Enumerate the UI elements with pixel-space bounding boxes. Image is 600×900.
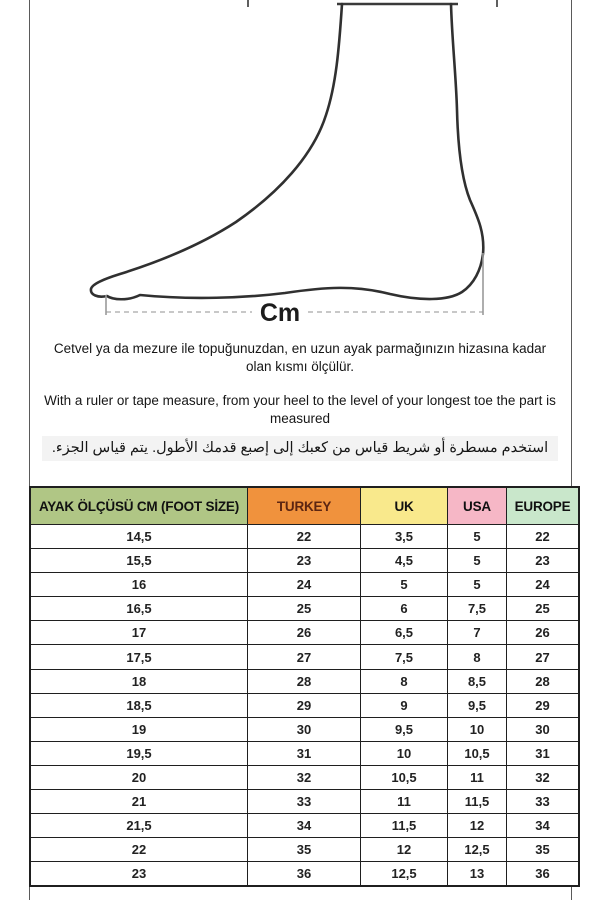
table-cell: 33 <box>248 790 361 814</box>
table-cell: 5 <box>448 573 507 597</box>
size-table-header-row <box>30 487 579 525</box>
table-cell: 16,5 <box>30 597 248 621</box>
table-cell: 22 <box>30 838 248 862</box>
table-cell: 11,5 <box>361 814 448 838</box>
table-row <box>30 790 579 814</box>
table-cell: 24 <box>248 573 361 597</box>
table-row <box>30 838 579 862</box>
table-cell: 12 <box>448 814 507 838</box>
table-cell: 23 <box>30 862 248 887</box>
table-row <box>30 814 579 838</box>
table-row <box>30 621 579 645</box>
header-cell-uk: UK <box>361 487 448 525</box>
table-cell: 21,5 <box>30 814 248 838</box>
table-row <box>30 765 579 789</box>
table-cell: 7,5 <box>448 597 507 621</box>
table-row <box>30 597 579 621</box>
table-cell: 15,5 <box>30 549 248 573</box>
table-row <box>30 693 579 717</box>
table-cell: 6,5 <box>361 621 448 645</box>
header-cell-ayak-l-s-cm-foot-si-ze: AYAK ÖLÇÜSÜ CM (FOOT SİZE) <box>30 487 248 525</box>
header-cell-usa: USA <box>448 487 507 525</box>
table-cell: 19 <box>30 717 248 741</box>
table-cell: 33 <box>507 790 580 814</box>
table-cell: 11 <box>448 765 507 789</box>
size-conversion-table <box>29 486 580 887</box>
table-row <box>30 717 579 741</box>
table-cell: 34 <box>507 814 580 838</box>
table-cell: 25 <box>248 597 361 621</box>
header-cell-europe: EUROPE <box>507 487 580 525</box>
table-cell: 26 <box>248 621 361 645</box>
table-cell: 16 <box>30 573 248 597</box>
table-cell: 8 <box>361 669 448 693</box>
table-row <box>30 669 579 693</box>
table-row <box>30 645 579 669</box>
table-cell: 35 <box>248 838 361 862</box>
table-cell: 5 <box>448 525 507 549</box>
table-cell: 5 <box>361 573 448 597</box>
table-cell: 35 <box>507 838 580 862</box>
table-cell: 9 <box>361 693 448 717</box>
table-cell: 19,5 <box>30 741 248 765</box>
table-cell: 30 <box>248 717 361 741</box>
table-row <box>30 549 579 573</box>
table-cell: 22 <box>507 525 580 549</box>
table-cell: 18,5 <box>30 693 248 717</box>
table-cell: 13 <box>448 862 507 887</box>
table-cell: 14,5 <box>30 525 248 549</box>
table-cell: 25 <box>507 597 580 621</box>
table-cell: 17 <box>30 621 248 645</box>
table-cell: 26 <box>507 621 580 645</box>
table-cell: 18 <box>30 669 248 693</box>
table-cell: 4,5 <box>361 549 448 573</box>
foot-outline <box>91 4 483 299</box>
table-cell: 29 <box>507 693 580 717</box>
table-cell: 23 <box>248 549 361 573</box>
table-cell: 9,5 <box>361 717 448 741</box>
instruction-arabic <box>40 436 560 461</box>
table-cell: 34 <box>248 814 361 838</box>
table-cell: 5 <box>448 549 507 573</box>
table-cell: 8,5 <box>448 669 507 693</box>
table-cell: 31 <box>507 741 580 765</box>
table-cell: 23 <box>507 549 580 573</box>
table-cell: 22 <box>248 525 361 549</box>
table-cell: 27 <box>248 645 361 669</box>
table-cell: 36 <box>507 862 580 887</box>
foot-diagram <box>0 0 600 332</box>
table-cell: 10,5 <box>361 765 448 789</box>
table-cell: 9,5 <box>448 693 507 717</box>
table-cell: 36 <box>248 862 361 887</box>
table-cell: 32 <box>507 765 580 789</box>
instruction-english: With a ruler or tape measure, from your heel to the level of your longest toe the part is measured <box>44 393 556 426</box>
table-cell: 30 <box>507 717 580 741</box>
table-cell: 3,5 <box>361 525 448 549</box>
table-cell: 10 <box>448 717 507 741</box>
table-cell: 8 <box>448 645 507 669</box>
table-row <box>30 573 579 597</box>
table-cell: 12 <box>361 838 448 862</box>
table-cell: 7 <box>448 621 507 645</box>
table-cell: 11 <box>361 790 448 814</box>
table-cell: 29 <box>248 693 361 717</box>
header-cell-turkey: TURKEY <box>248 487 361 525</box>
table-cell: 10 <box>361 741 448 765</box>
table-cell: 32 <box>248 765 361 789</box>
table-cell: 6 <box>361 597 448 621</box>
instruction-turkish: Cetvel ya da mezure ile topuğunuzdan, en uzun ayak parmağınızın hizasına kadar olan kısmı ölçülür. <box>53 341 547 374</box>
table-cell: 20 <box>30 765 248 789</box>
cm-label: Cm <box>259 299 301 327</box>
table-row <box>30 741 579 765</box>
table-cell: 11,5 <box>448 790 507 814</box>
table-cell: 21 <box>30 790 248 814</box>
table-cell: 24 <box>507 573 580 597</box>
instruction-arabic-text: استخدم مسطرة أو شريط قياس من كعبك إلى إصبع قدمك الأطول. يتم قياس الجزء. <box>42 436 558 461</box>
table-row <box>30 525 579 549</box>
table-row <box>30 862 579 887</box>
table-cell: 17,5 <box>30 645 248 669</box>
table-cell: 12,5 <box>361 862 448 887</box>
table-cell: 12,5 <box>448 838 507 862</box>
table-cell: 27 <box>507 645 580 669</box>
table-cell: 28 <box>507 669 580 693</box>
table-cell: 31 <box>248 741 361 765</box>
table-cell: 10,5 <box>448 741 507 765</box>
table-cell: 28 <box>248 669 361 693</box>
table-cell: 7,5 <box>361 645 448 669</box>
